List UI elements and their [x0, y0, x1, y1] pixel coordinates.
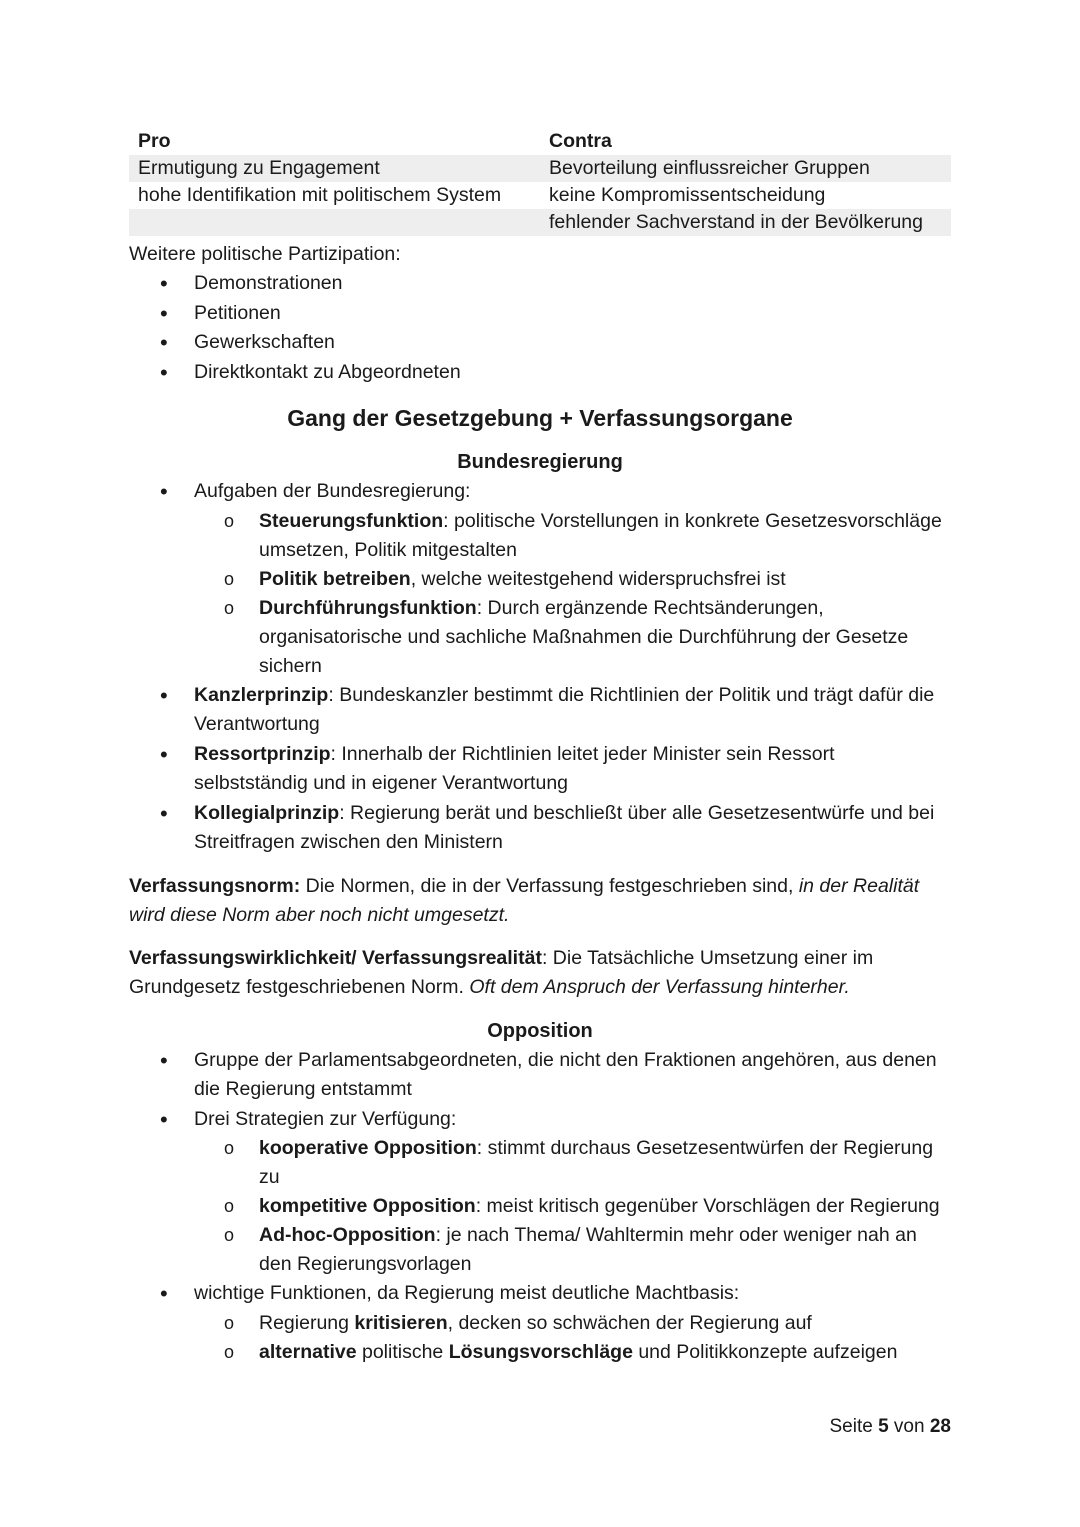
contra-header: Contra: [549, 130, 612, 152]
term: kooperative Opposition: [259, 1137, 477, 1159]
participation-list: [129, 269, 951, 387]
pro-cell: hohe Identifikation mit politischem System: [138, 184, 502, 206]
term: Verfassungswirklichkeit/ Verfassungsrealität: [129, 946, 542, 969]
verfassungsrealitaet-paragraph: [129, 944, 951, 1002]
definition: : Regierung berät und beschließt über alle Gesetzesentwürfe und bei Streitfragen zwischen den Ministern: [194, 801, 935, 853]
text-fragment: , decken so schwächen der Regierung auf: [447, 1311, 812, 1334]
list-item: [129, 681, 951, 740]
page-total: 28: [929, 1416, 951, 1437]
page-number: 5: [878, 1416, 889, 1437]
strategies-sublist: [194, 1134, 951, 1279]
sublist-item: [194, 1192, 951, 1221]
italic-note: Oft dem Anspruch der Verfassung hinterher.: [469, 975, 850, 998]
contra-cell: fehlender Sachverstand in der Bevölkerung: [540, 209, 951, 236]
text-fragment: politische: [356, 1340, 449, 1363]
sublist-item: [194, 1338, 951, 1367]
definition: : Die Tatsächliche Umsetzung einer im Grundgesetz festgeschriebenen Norm.: [129, 946, 874, 998]
strategies-label: Drei Strategien zur Verfügung:: [194, 1107, 457, 1130]
contra-cell: Bevorteilung einflussreicher Gruppen: [540, 155, 951, 182]
functions-label: wichtige Funktionen, da Regierung meist deutliche Machtbasis:: [194, 1282, 740, 1304]
footer-mid: von: [888, 1416, 930, 1437]
term: Kanzlerprinzip: [194, 683, 329, 706]
tasks-label: Aufgaben der Bundesregierung:: [194, 480, 471, 502]
list-item: [129, 1279, 951, 1367]
term: Steuerungsfunktion: [259, 509, 444, 532]
verfassungsnorm-paragraph: [129, 872, 951, 930]
list-item: • Gruppe der Parlamentsabgeordneten, die nicht den Fraktionen angehören, aus denen die Regierung entstammt: [129, 1046, 951, 1105]
tasks-sublist: [194, 507, 951, 681]
opposition-list: [129, 1046, 951, 1367]
functions-sublist: [194, 1309, 951, 1367]
page-footer: [829, 1412, 951, 1442]
document-page: [129, 128, 951, 1367]
term: kritisieren: [354, 1311, 448, 1334]
term: Verfassungsnorm:: [129, 874, 301, 897]
list-item: • Gewerkschaften: [129, 328, 951, 358]
list-item: [129, 477, 951, 681]
sublist-item: [194, 507, 951, 565]
list-item: • Direktkontakt zu Abgeordneten: [129, 358, 951, 388]
participation-lead: Weitere politische Partizipation:: [129, 243, 401, 265]
term: Ad-hoc-Opposition: [259, 1224, 436, 1246]
definition: : stimmt durchaus Gesetzesentwürfen der Regierung zu: [259, 1137, 934, 1188]
pro-header: Pro: [138, 130, 171, 152]
definition: : politische Vorstellungen in konkrete Gesetzesvorschläge umsetzen, Politik mitgestalten: [259, 509, 942, 561]
text-fragment: Regierung: [259, 1311, 355, 1334]
definition: : je nach Thema/ Wahltermin mehr oder weniger nah an den Regierungsvorlagen: [259, 1224, 917, 1275]
list-item: • Demonstrationen: [129, 269, 951, 299]
definition: : meist kritisch gegenüber Vorschlägen der Regierung: [475, 1195, 940, 1217]
term: Politik betreiben: [259, 567, 411, 590]
definition: , welche weitestgehend widerspruchsfrei ist: [410, 567, 786, 590]
definition: Die Normen, die in der Verfassung festgeschrieben sind,: [300, 874, 799, 897]
list-item: • Petitionen: [129, 299, 951, 329]
pro-cell: [129, 209, 540, 236]
term: kompetitive Opposition: [259, 1195, 476, 1217]
term: Lösungsvorschläge: [448, 1340, 633, 1363]
sublist-item: [194, 1134, 951, 1192]
list-item: [129, 799, 951, 858]
list-item: [129, 1105, 951, 1280]
opposition-heading: Opposition: [487, 1019, 593, 1042]
bundesregierung-list: [129, 477, 951, 858]
term: Durchführungsfunktion: [259, 596, 477, 619]
pro-contra-table: [129, 128, 951, 236]
text-fragment: und Politikkonzepte aufzeigen: [632, 1340, 898, 1363]
term: alternative: [259, 1340, 357, 1363]
footer-prefix: Seite: [829, 1416, 879, 1437]
sublist-item: [194, 565, 951, 594]
section-title: Gang der Gesetzgebung + Verfassungsorgane: [287, 405, 793, 431]
definition: : Bundeskanzler bestimmt die Richtlinien der Politik und trägt dafür die Verantwortung: [194, 683, 935, 735]
sublist-item: [194, 1309, 951, 1338]
sublist-item: [194, 594, 951, 681]
term: Ressortprinzip: [194, 742, 331, 765]
contra-cell: keine Kompromissentscheidung: [549, 184, 826, 206]
definition: : Innerhalb der Richtlinien leitet jeder Minister sein Ressort selbstständig und in eigener Verantwortung: [194, 742, 835, 794]
sublist-item: [194, 1221, 951, 1279]
list-item: [129, 740, 951, 799]
term: Kollegialprinzip: [194, 801, 340, 824]
bundesregierung-heading: Bundesregierung: [457, 451, 623, 473]
italic-note: in der Realität wird diese Norm aber noch nicht umgesetzt.: [129, 874, 920, 926]
pro-cell: Ermutigung zu Engagement: [129, 155, 540, 182]
definition: : Durch ergänzende Rechtsänderungen, organisatorische und sachliche Maßnahmen die Durchführung der Gesetze sichern: [259, 596, 909, 677]
